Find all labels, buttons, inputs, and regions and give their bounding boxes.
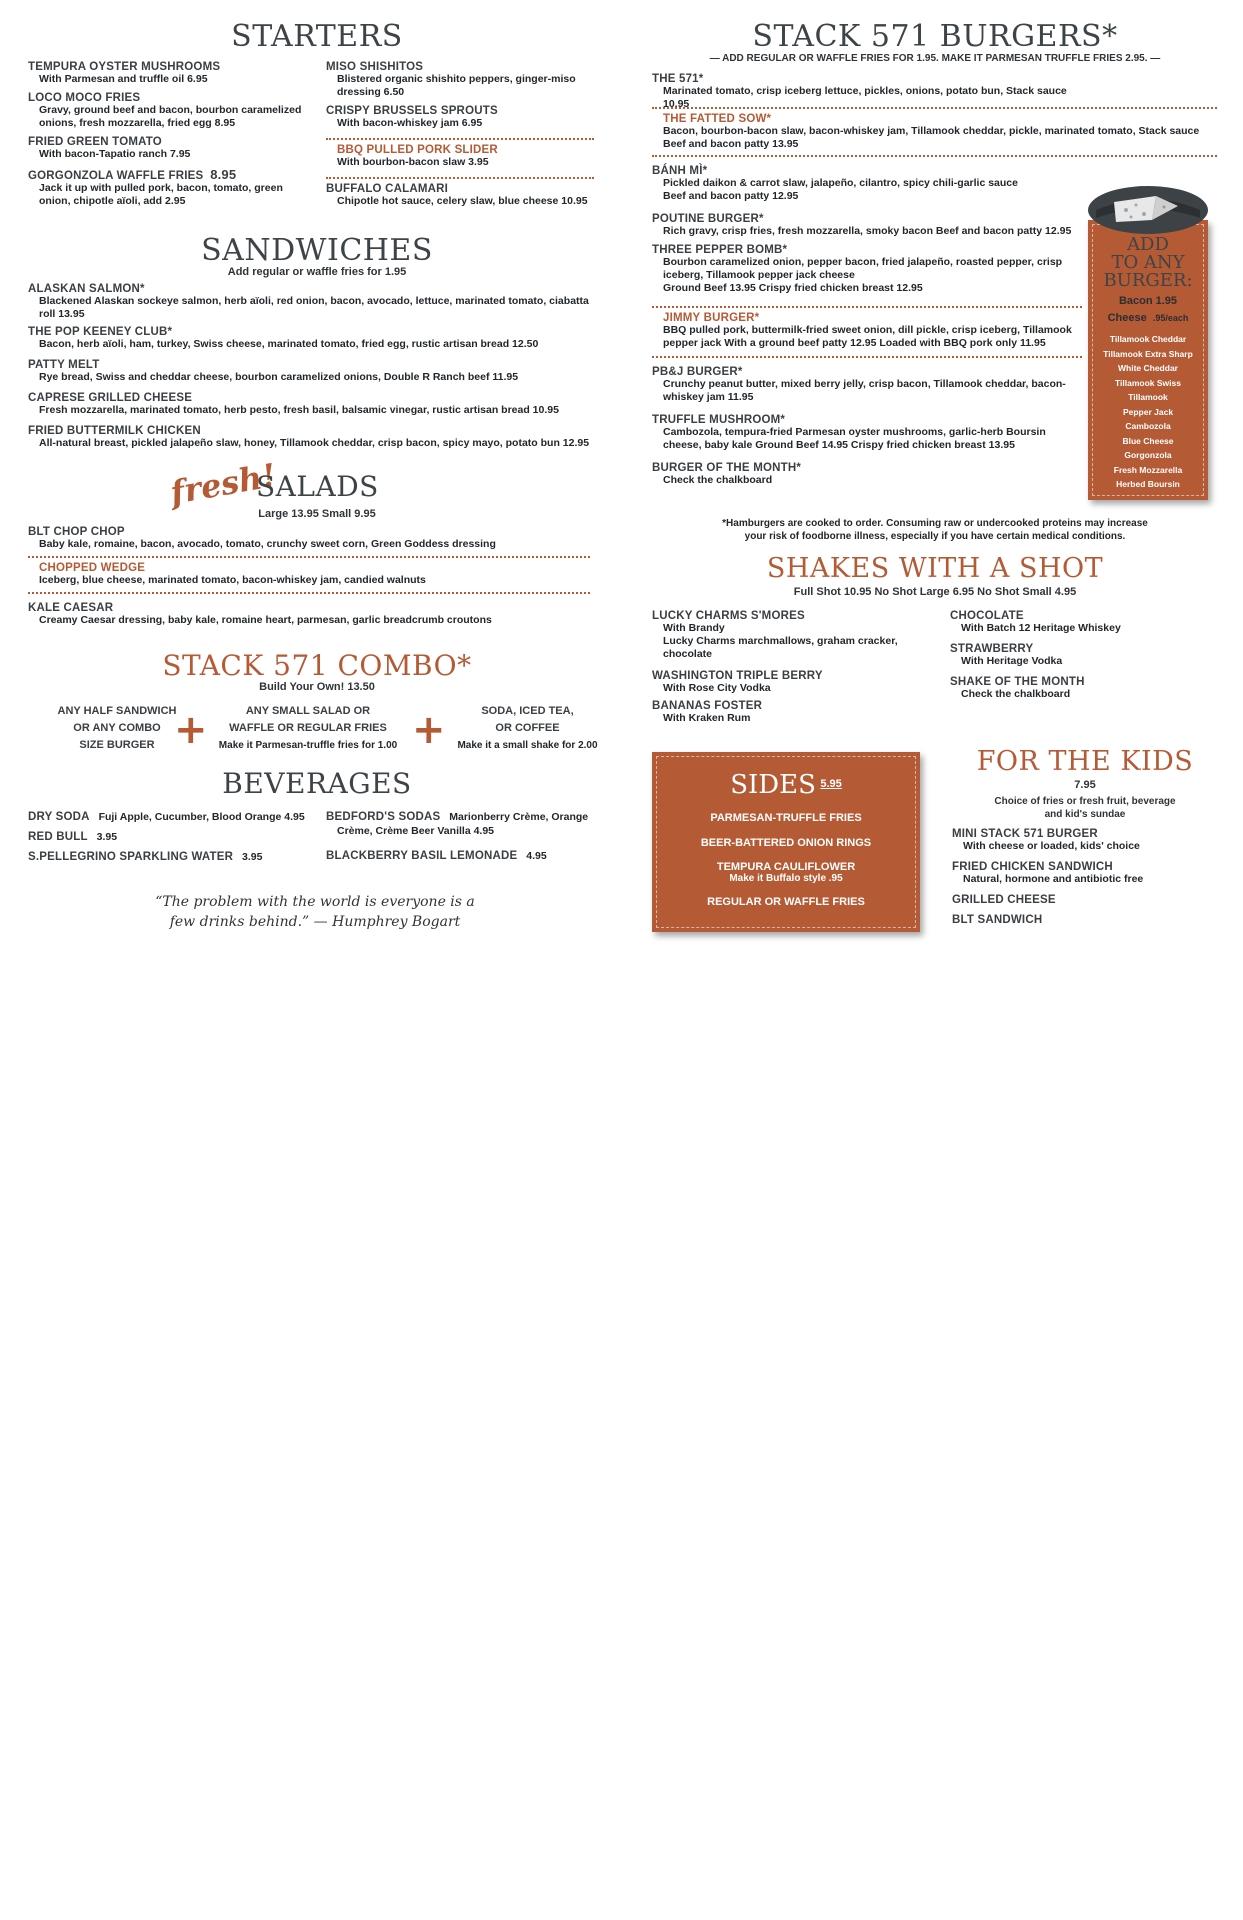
beverage-item <box>326 807 616 825</box>
item-desc: Crème, Crème Beer Vanilla 4.95 <box>337 825 495 837</box>
cheese-option: Fresh Mozzarella <box>1113 464 1183 475</box>
divider <box>652 356 1082 358</box>
item-name: LOCO MOCO FRIES <box>28 92 141 104</box>
divider <box>652 306 1082 308</box>
item-name: FRIED BUTTERMILK CHICKEN <box>28 425 201 437</box>
item-desc: Bacon, bourbon-bacon slaw, bacon-whiskey jam, Tillamook cheddar, pickle, marinated tomato, Stack sauce Beef and bacon patty 13.95 <box>663 125 1200 150</box>
item-name: PB&J BURGER* <box>652 366 743 378</box>
item-desc: With Heritage Vodka <box>961 655 1063 667</box>
plus-icon: + <box>412 707 446 753</box>
shakes-right <box>950 610 1210 701</box>
sides-price: 5.95 <box>820 778 842 790</box>
cheese-option: Tillamook Cheddar <box>1109 334 1187 344</box>
item-name: THE 571* <box>652 73 704 85</box>
disclaimer-line: your risk of foodborne illness, especially if you have certain medical conditions. <box>744 531 1126 542</box>
side-item: BEER-BATTERED ONION RINGS <box>700 837 872 849</box>
shakes-left <box>652 610 902 725</box>
plus-icon: + <box>174 707 208 753</box>
item-name: S.PELLEGRINO SPARKLING WATER <box>28 851 234 863</box>
salads-title: SALADS <box>256 470 379 503</box>
item-name: BEDFORD'S SODAS <box>326 811 441 823</box>
item-desc: Ground Beef 13.95 Crispy fried chicken breast 12.95 <box>663 282 923 294</box>
addon-cheese: Cheese <box>1107 312 1147 324</box>
menu-item <box>326 105 594 136</box>
beverages-right <box>326 807 616 864</box>
addon-cheese-price: .95/each <box>1152 313 1189 323</box>
beverage-item <box>326 846 616 864</box>
item-name: BLACKBERRY BASIL LEMONADE <box>326 850 518 862</box>
combo-note: Make it Parmesan-truffle fries for 1.00 <box>218 740 398 751</box>
menu-item <box>28 602 598 627</box>
beverages-left <box>28 807 328 867</box>
combo-subtitle: Build Your Own! 13.50 <box>259 681 375 693</box>
sides-title: SIDES <box>730 770 816 800</box>
menu-item <box>952 914 1212 926</box>
item-desc: Check the chalkboard <box>663 474 773 486</box>
burgers-title: STACK 571 BURGERS* <box>752 19 1118 54</box>
item-name: MISO SHISHITOS <box>326 61 424 73</box>
item-name: WASHINGTON TRIPLE BERRY <box>652 670 823 682</box>
menu-item <box>652 165 1082 213</box>
combo-option-salad <box>208 703 408 754</box>
item-name: BANANAS FOSTER <box>652 700 763 712</box>
addon-box <box>1088 220 1208 500</box>
item-desc: Rye bread, Swiss and cheddar cheese, bourbon caramelized onions, Double R Ranch beef 11.95 <box>39 371 519 383</box>
item-desc: Iceberg, blue cheese, marinated tomato, bacon-whiskey jam, candied walnuts <box>39 574 426 586</box>
item-desc: With bacon-whiskey jam 6.95 <box>337 117 483 129</box>
item-desc: Gravy, ground beef and bacon, bourbon caramelized onions, fresh mozzarella, fried egg 8.95 <box>39 104 302 129</box>
beverage-item <box>28 827 328 847</box>
menu-item <box>652 670 902 700</box>
item-name: TRUFFLE MUSHROOM* <box>652 414 786 426</box>
menu-item <box>652 462 1082 487</box>
menu-item <box>950 676 1210 701</box>
item-desc: With Rose City Vodka <box>663 682 771 694</box>
item-desc: With Brandy <box>663 622 725 634</box>
item-name: CHOCOLATE <box>950 610 1024 622</box>
item-desc: Blistered organic shishito peppers, ginger-miso dressing 6.50 <box>337 73 576 98</box>
item-name: POUTINE BURGER* <box>652 213 764 225</box>
sides-list <box>652 812 920 908</box>
quote-line: “The problem with the world is everyone is a <box>155 894 475 910</box>
menu-item <box>326 61 594 105</box>
addon-cheese-row <box>1088 312 1208 324</box>
sides-box <box>652 752 920 932</box>
menu-item <box>652 213 1082 244</box>
cheese-option: Tillamook Extra Sharp <box>1103 348 1193 359</box>
side-item: PARMESAN-TRUFFLE FRIES <box>710 812 862 824</box>
cheese-option: Gorgonzola <box>1124 450 1172 460</box>
burger-disclaimer <box>650 517 1220 543</box>
menu-item <box>652 700 902 725</box>
item-name: STRAWBERRY <box>950 643 1034 655</box>
kids-price: 7.95 <box>1074 779 1096 791</box>
item-name: CHOPPED WEDGE <box>39 562 146 574</box>
combo-note: Make it a small shake for 2.00 <box>457 740 598 751</box>
combo-option-drink <box>440 703 615 754</box>
item-desc: Bourbon caramelized onion, pepper bacon, fried jalapeño, roasted pepper, crisp iceberg, Tillamook pepper jack cheese <box>663 256 1063 281</box>
menu-item <box>28 526 598 556</box>
menu-item <box>28 136 313 167</box>
burgers-subtitle: — ADD REGULAR OR WAFFLE FRIES FOR 1.95. MAKE IT PARMESAN TRUFFLE FRIES 2.95. — <box>709 53 1161 64</box>
cheese-option: Tillamook Swiss <box>1115 377 1181 388</box>
cheese-option: Cambozola <box>1125 421 1171 431</box>
salads-script: fresh! <box>167 456 279 512</box>
salads-list <box>28 526 598 627</box>
menu-item <box>652 73 1082 110</box>
item-name: THE POP KEENEY CLUB* <box>28 326 173 338</box>
shakes-title: SHAKES WITH A SHOT <box>766 553 1104 584</box>
item-desc: Cambozola, tempura-fried Parmesan oyster mushrooms, garlic-herb Boursin cheese, baby kale Ground Beef 14.95 Crispy fried chicken breast 13.95 <box>663 426 1046 451</box>
cheese-wheel-icon <box>1086 180 1210 236</box>
sides-heading <box>652 770 920 800</box>
kids-subtitle-line: and kid's sundae <box>1044 809 1126 820</box>
disclaimer-line: *Hamburgers are cooked to order. Consuming raw or undercooked proteins may increase <box>722 518 1148 529</box>
item-desc: Fuji Apple, Cucumber, Blood Orange 4.95 <box>98 811 305 823</box>
menu-item <box>28 92 313 136</box>
item-desc: Crunchy peanut butter, mixed berry jelly, crisp bacon, Tillamook cheddar, bacon-whiskey jam 11.95 <box>663 378 1066 403</box>
menu-item <box>326 144 594 175</box>
beverages-title: BEVERAGES <box>222 767 412 800</box>
item-name: BURGER OF THE MONTH* <box>652 462 802 474</box>
addon-title-line: TO ANY <box>1111 252 1185 273</box>
menu-item <box>28 283 598 326</box>
salads-subtitle: Large 13.95 Small 9.95 <box>258 508 376 520</box>
menu-item <box>952 828 1212 861</box>
item-desc: Beef and bacon patty 12.95 <box>663 190 799 202</box>
item-name: JIMMY BURGER* <box>663 312 760 324</box>
side-item: REGULAR OR WAFFLE FRIES <box>707 896 865 908</box>
item-desc: Chipotle hot sauce, celery slaw, blue cheese 10.95 <box>337 195 588 207</box>
divider <box>28 592 590 594</box>
item-name: KALE CAESAR <box>28 602 114 614</box>
beverage-item <box>28 847 328 867</box>
item-name: BÁNH MÌ* <box>652 165 708 177</box>
item-name: LUCKY CHARMS S'MORES <box>652 610 805 622</box>
menu-item <box>28 359 598 392</box>
starters-left <box>28 61 313 208</box>
kids-list <box>952 828 1212 926</box>
cheese-option: Herbed Boursin <box>1116 479 1180 489</box>
shakes-subtitle: Full Shot 10.95 No Shot Large 6.95 No Shot Small 4.95 <box>793 586 1077 598</box>
addon-title-line: ADD <box>1127 234 1169 255</box>
item-name: GORGONZOLA WAFFLE FRIES <box>28 170 204 182</box>
item-desc: With Parmesan and truffle oil 6.95 <box>39 73 208 85</box>
cheese-option: Blue Cheese <box>1122 435 1174 446</box>
sandwiches-list <box>28 283 598 450</box>
item-name: GRILLED CHEESE <box>952 894 1056 906</box>
combo-line: SODA, ICED TEA, <box>481 705 574 717</box>
item-desc: Rich gravy, crisp fries, fresh mozzarella, smoky bacon Beef and bacon patty 12.95 <box>663 225 1072 237</box>
starters-title: STARTERS <box>231 19 403 54</box>
item-desc: Natural, hormone and antibiotic free <box>963 873 1144 885</box>
menu-item <box>28 61 313 92</box>
divider <box>326 138 594 140</box>
item-name: THREE PEPPER BOMB* <box>652 244 788 256</box>
item-name: THE FATTED SOW* <box>663 113 772 125</box>
item-desc: Baby kale, romaine, bacon, avocado, tomato, crunchy sweet corn, Green Goddess dressing <box>39 538 496 550</box>
divider <box>326 177 594 179</box>
beverage-item <box>28 807 328 827</box>
menu-item <box>28 562 598 592</box>
item-desc: 4.95 <box>526 850 547 862</box>
menu-item <box>652 244 1082 306</box>
menu-item <box>652 414 1082 462</box>
item-name: FRIED GREEN TOMATO <box>28 136 162 148</box>
item-name: FRIED CHICKEN SANDWICH <box>952 861 1113 873</box>
menu-item <box>952 894 1212 914</box>
item-name: BBQ PULLED PORK SLIDER <box>337 144 498 156</box>
cheese-list <box>1088 332 1208 492</box>
menu-item <box>28 167 313 208</box>
menu-item <box>28 425 598 450</box>
divider <box>28 556 590 558</box>
item-desc: Marinated tomato, crisp iceberg lettuce, pickles, onions, potato bun, Stack sauce 10.95 <box>663 85 1067 110</box>
item-name: SHAKE OF THE MONTH <box>950 676 1085 688</box>
item-name: RED BULL <box>28 831 88 843</box>
item-desc: 3.95 <box>96 831 118 843</box>
item-price: 8.95 <box>210 167 237 182</box>
item-name: BLT CHOP CHOP <box>28 526 125 538</box>
item-name: CAPRESE GRILLED CHEESE <box>28 392 193 404</box>
combo-line: ANY HALF SANDWICH <box>57 705 177 717</box>
item-name: ALASKAN SALMON* <box>28 283 145 295</box>
divider <box>652 155 1217 157</box>
menu-item <box>652 312 1082 356</box>
item-desc: With Batch 12 Heritage Whiskey <box>961 622 1121 634</box>
addon-bacon: Bacon 1.95 <box>1118 295 1178 307</box>
item-desc: Blackened Alaskan sockeye salmon, herb aïoli, red onion, bacon, avocado, lettuce, marinated tomato, ciabatta roll 13.95 <box>39 295 589 320</box>
item-name: TEMPURA OYSTER MUSHROOMS <box>28 61 221 73</box>
item-desc: Creamy Caesar dressing, baby kale, romaine heart, parmesan, garlic breadcrumb croutons <box>39 614 492 626</box>
quote <box>100 892 530 932</box>
cheese-option: Tillamook <box>1128 392 1168 402</box>
item-desc: With bacon-Tapatio ranch 7.95 <box>39 148 191 160</box>
sandwiches-subtitle: Add regular or waffle fries for 1.95 <box>227 266 407 278</box>
item-desc: With cheese or loaded, kids' choice <box>963 840 1140 852</box>
item-desc: Pickled daikon & carrot slaw, jalapeño, cilantro, spicy chili-garlic sauce <box>663 177 1018 189</box>
addon-title <box>1088 236 1208 290</box>
cheese-option: White Cheddar <box>1118 363 1178 373</box>
menu-item <box>326 183 594 208</box>
menu-item <box>950 610 1210 643</box>
item-desc: Lucky Charms marchmallows, graham cracker, chocolate <box>663 635 898 660</box>
item-desc: Fresh mozzarella, marinated tomato, herb pesto, fresh basil, balsamic vinegar, rustic artisan bread 10.95 <box>39 404 559 416</box>
item-desc: With bourbon-bacon slaw 3.95 <box>337 156 489 168</box>
item-desc: With Kraken Rum <box>663 712 751 724</box>
menu-item <box>28 326 598 359</box>
quote-line: few drinks behind.” — Humphrey Bogart <box>169 914 461 930</box>
item-name: PATTY MELT <box>28 359 100 371</box>
combo-line: OR COFFEE <box>495 722 560 734</box>
starters-right <box>326 61 594 208</box>
kids-title: FOR THE KIDS <box>976 746 1194 777</box>
combo-line: WAFFLE OR REGULAR FRIES <box>229 722 387 734</box>
item-desc: Jack it up with pulled pork, bacon, tomato, green onion, chipotle aïoli, add 2.95 <box>39 182 283 207</box>
menu-item <box>652 366 1082 414</box>
combo-line: ANY SMALL SALAD OR <box>245 705 371 717</box>
side-note: Make it Buffalo style .95 <box>729 873 843 884</box>
cheese-option: Pepper Jack <box>1122 406 1174 417</box>
sandwiches-title: SANDWICHES <box>201 233 433 268</box>
combo-line: SIZE BURGER <box>79 739 155 751</box>
combo-line: OR ANY COMBO <box>73 722 161 734</box>
item-name: CRISPY BRUSSELS SPROUTS <box>326 105 498 117</box>
kids-subtitle <box>950 795 1220 821</box>
item-desc: Check the chalkboard <box>961 688 1071 700</box>
item-desc: BBQ pulled pork, buttermilk-fried sweet onion, dill pickle, crisp iceberg, Tillamook pepper jack With a ground beef patty 12.95 Loaded with BBQ pork only 11.95 <box>663 324 1072 349</box>
combo-title: STACK 571 COMBO* <box>162 649 472 682</box>
menu-item <box>652 113 1217 155</box>
item-desc: 3.95 <box>242 851 263 863</box>
menu-item <box>950 643 1210 676</box>
item-name: BLT SANDWICH <box>952 914 1043 926</box>
menu-item <box>652 610 902 670</box>
side-item: TEMPURA CAULIFLOWER <box>716 861 856 873</box>
kids-subtitle-line: Choice of fries or fresh fruit, beverage <box>994 796 1176 807</box>
item-desc: Marionberry Crème, Orange <box>449 811 589 823</box>
menu-item <box>952 861 1212 894</box>
item-desc: Bacon, herb aïoli, ham, turkey, Swiss cheese, marinated tomato, fried egg, rustic artisan bread 12.50 <box>39 338 539 350</box>
item-desc: All-natural breast, pickled jalapeño slaw, honey, Tillamook cheddar, crisp bacon, spicy mayo, potato bun 12.95 <box>39 437 590 449</box>
menu-item <box>28 392 598 425</box>
addon-title-line: BURGER: <box>1103 270 1193 291</box>
item-name: BUFFALO CALAMARI <box>326 183 449 195</box>
item-name: DRY SODA <box>28 811 90 823</box>
item-name: MINI STACK 571 BURGER <box>952 828 1098 840</box>
